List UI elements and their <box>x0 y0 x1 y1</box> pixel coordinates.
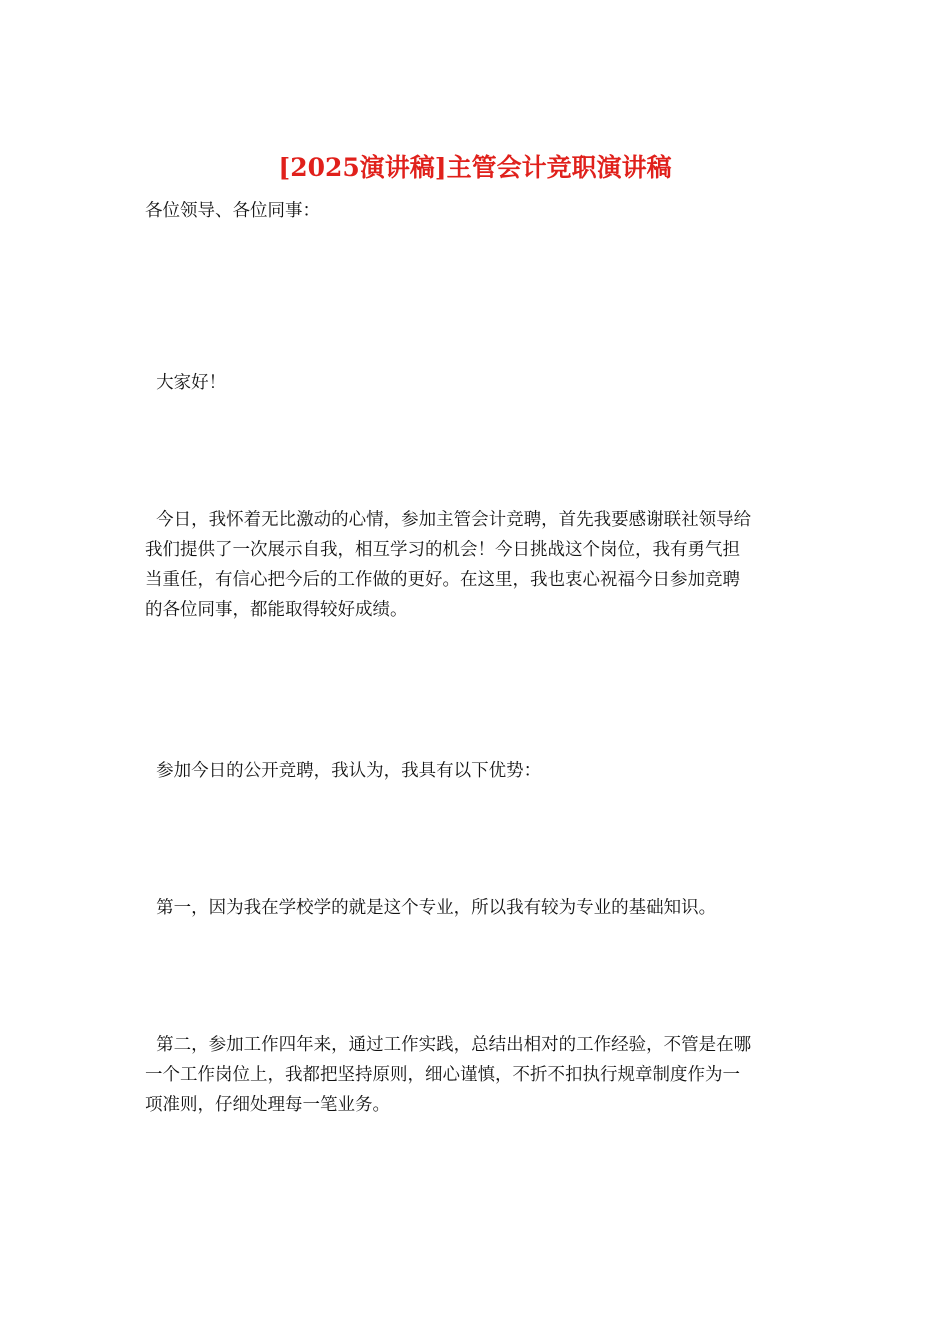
document-title: [2025演讲稿]主管会计竞职演讲稿 <box>278 153 672 182</box>
intro-line: 当重任，有信心把今后的工作做的更好。在这里，我也衷心祝福今日参加竞聘 <box>145 570 740 590</box>
intro-line: 今日，我怀着无比激动的心情，参加主管会计竞聘，首先我要感谢联社领导给 <box>145 510 752 530</box>
second-point-paragraph <box>145 1030 813 1120</box>
greeting-paragraph <box>145 368 813 398</box>
second-point-line: 项准则，仔细处理每一笔业务。 <box>145 1095 390 1115</box>
salutation: 各位领导、各位同事： <box>145 201 320 221</box>
second-point-line: 第二，参加工作四年来，通过工作实践，总结出相对的工作经验，不管是在哪 <box>145 1035 752 1055</box>
advantages-intro-line: 参加今日的公开竞聘，我认为，我具有以下优势： <box>145 761 542 781</box>
intro-paragraph <box>145 505 813 625</box>
advantages-intro-paragraph <box>145 756 813 786</box>
first-point-line: 第一，因为我在学校学的就是这个专业，所以我有较为专业的基础知识。 <box>145 898 717 918</box>
intro-line: 的各位同事，都能取得较好成绩。 <box>145 600 408 620</box>
second-point-line: 一个工作岗位上，我都把坚持原则，细心谨慎，不折不扣执行规章制度作为一 <box>145 1065 740 1085</box>
first-point-paragraph <box>145 893 813 923</box>
intro-line: 我们提供了一次展示自我，相互学习的机会！今日挑战这个岗位，我有勇气担 <box>145 540 740 560</box>
greeting-line: 大家好！ <box>145 373 227 393</box>
